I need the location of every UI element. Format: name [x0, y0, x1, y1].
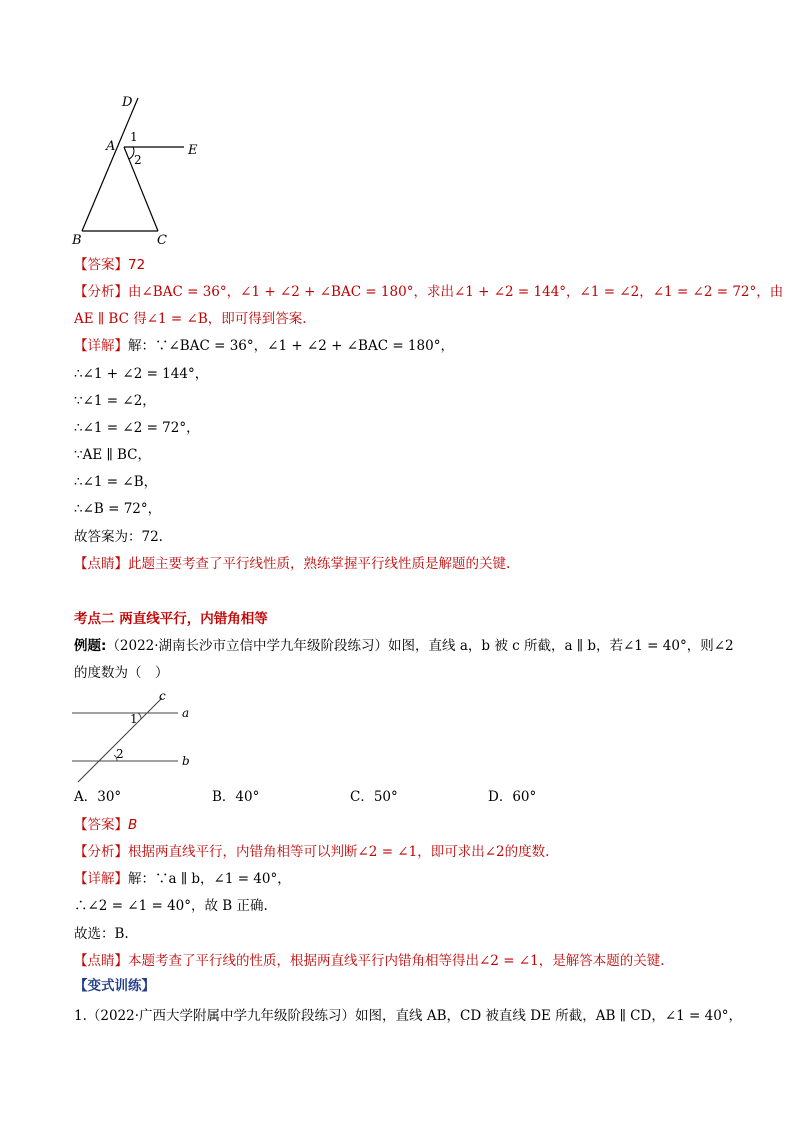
option-c[interactable]: C．50°: [350, 789, 398, 805]
angle-1-label: 1: [130, 712, 138, 726]
q2-detail: 【详解】解：∵a ∥ b，∠1 = 40°，: [74, 871, 291, 887]
section-title: 考点二 两直线平行，内错角相等: [74, 611, 268, 627]
option-d[interactable]: D．60°: [488, 789, 537, 805]
point-d-label: D: [122, 95, 133, 110]
q1-step: 故答案为：72.: [74, 529, 163, 545]
q2-step: ∴∠2 = ∠1 = 40°，故 B 正确.: [74, 898, 268, 914]
q1-detail-line: 【详解】解：∵∠BAC = 36°，∠1 + ∠2 + ∠BAC = 180°，: [74, 338, 454, 354]
parallel-lines-figure: [66, 690, 206, 786]
q2-stem-line-1: 例题:（2022·湖南长沙市立信中学九年级阶段练习）如图，直线 a，b 被 c 所截，a ∥ b，若∠1 = 40°，则∠2: [74, 638, 734, 654]
q1-analysis-line-1: 【分析】由∠BAC = 36°，∠1 + ∠2 + ∠BAC = 180°，求出∠1 + ∠2 = 144°，∠1 = ∠2，∠1 = ∠2 = 72°，由: [74, 284, 784, 300]
q1-comment: 【点睛】此题主要考查了平行线性质，熟练掌握平行线性质是解题的关键.: [74, 556, 511, 572]
point-e-label: E: [188, 143, 198, 158]
training-title: 【变式训练】: [74, 978, 155, 994]
q1-step: ∴∠B = 72°，: [74, 501, 162, 517]
q2-analysis: 【分析】根据两直线平行，内错角相等可以判断∠2 = ∠1，即可求出∠2的度数.: [74, 844, 550, 860]
line-b-label: b: [182, 754, 190, 768]
point-b-label: B: [72, 233, 82, 248]
q1-step: ∵∠1 = ∠2，: [74, 393, 156, 409]
q1-step: ∴∠1 = ∠B，: [74, 474, 158, 490]
line-c-label: c: [159, 690, 166, 703]
point-a-label: A: [106, 139, 116, 154]
line-a-label: a: [182, 706, 190, 720]
q2-stem-line-2: 的度数为（ ）: [74, 665, 169, 681]
q2-comment: 【点睛】本题考查了平行线的性质，根据两直线平行内错角相等得出∠2 = ∠1，是解答本题的关键.: [74, 953, 665, 969]
triangle-figure: [60, 88, 220, 258]
angle-1-label: 1: [130, 130, 138, 144]
angle-2-label: 2: [116, 747, 124, 761]
q1-step: ∵AE ∥ BC，: [74, 447, 152, 463]
option-b[interactable]: B．40°: [212, 789, 260, 805]
q1-step: ∴∠1 = ∠2 = 72°，: [74, 420, 200, 436]
q1-step: ∴∠1 + ∠2 = 144°，: [74, 366, 209, 382]
q2-options: [74, 787, 754, 807]
q2-answer: 【答案】B: [74, 817, 138, 833]
option-a[interactable]: A．30°: [74, 789, 122, 805]
point-c-label: C: [157, 233, 167, 248]
q2-step: 故选：B.: [74, 926, 129, 942]
angle-2-label: 2: [134, 153, 142, 167]
q3-stem: 1.（2022·广西大学附属中学九年级阶段练习）如图，直线 AB，CD 被直线 DE 所截，AB ∥ CD，∠1 = 40°，: [74, 1008, 743, 1024]
q1-answer: 【答案】72: [74, 257, 146, 273]
q1-analysis-line-2: AE ∥ BC 得∠1 = ∠B，即可得到答案.: [74, 311, 307, 327]
